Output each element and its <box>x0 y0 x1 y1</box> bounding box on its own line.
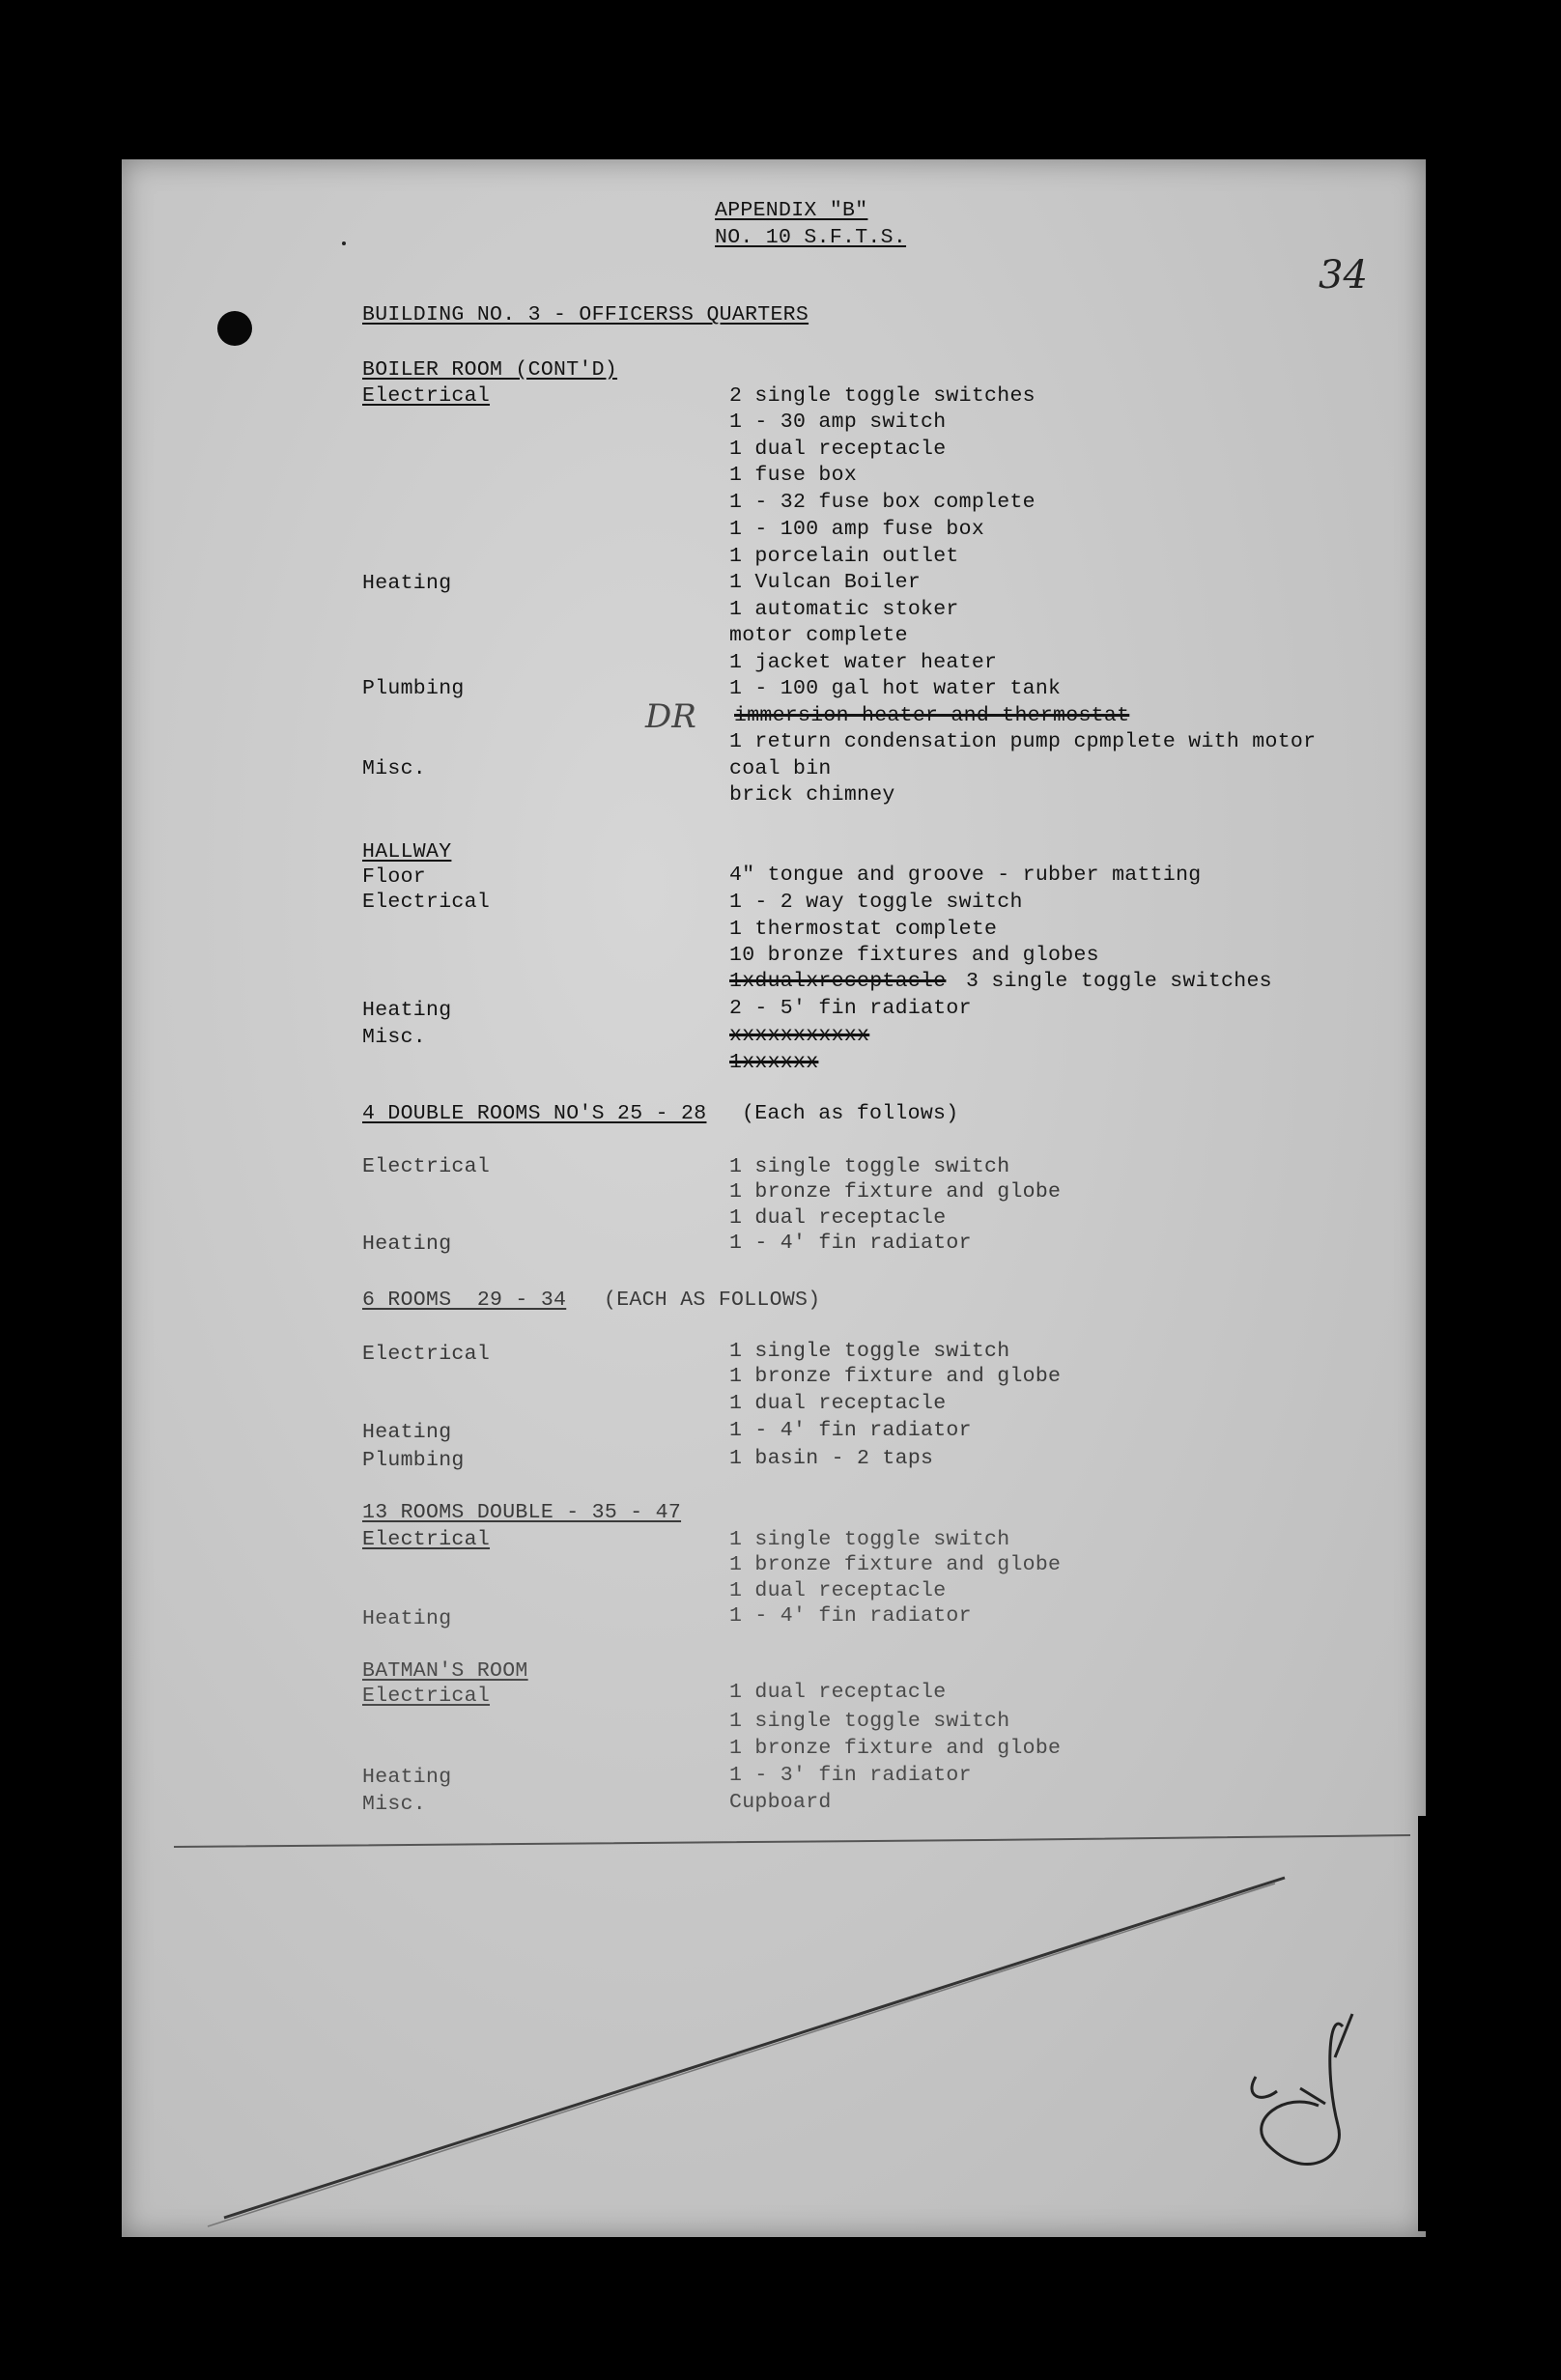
boiler-heating-label: Heating <box>362 572 452 595</box>
boiler-item: 1 dual receptacle <box>729 438 947 461</box>
batman-heating-label: Heating <box>362 1766 452 1789</box>
page-number: 34 <box>1319 253 1368 298</box>
six-item: 1 basin - 2 taps <box>729 1447 934 1470</box>
double-electrical-label: Electrical <box>362 1155 491 1178</box>
double-item: 1 bronze fixture and globe <box>729 1180 1062 1204</box>
hallway-struck-item: xxxxxxxxxxx <box>729 1024 870 1047</box>
boiler-item: 1 - 32 fuse box complete <box>729 491 1036 514</box>
thirteen-item: 1 single toggle switch <box>729 1528 1010 1551</box>
six-item: 1 - 4' fin radiator <box>729 1419 972 1442</box>
batman-item: 1 dual receptacle <box>729 1681 947 1704</box>
hallway-item: 2 - 5' fin radiator <box>729 997 972 1020</box>
batman-electrical-label: Electrical <box>362 1685 491 1708</box>
batman-room-heading: BATMAN'S ROOM <box>362 1659 528 1683</box>
hallway-item: 1 - 2 way toggle switch <box>729 891 1023 914</box>
hallway-electrical-label: Electrical <box>362 891 491 914</box>
boiler-room-heading: BOILER ROOM (CONT'D) <box>362 358 618 382</box>
hallway-struck-item: 1xxxxxx <box>729 1051 819 1074</box>
school-title: NO. 10 S.F.T.S. <box>715 226 907 249</box>
hallway-struck-item: 1xdualxreceptacle <box>729 970 947 993</box>
six-item: 1 dual receptacle <box>729 1392 947 1415</box>
boiler-plumbing-label: Plumbing <box>362 677 465 700</box>
boiler-electrical-label: Electrical <box>362 384 491 408</box>
batman-item: Cupboard <box>729 1791 832 1814</box>
hallway-item: 4" tongue and groove - rubber matting <box>729 864 1202 887</box>
boiler-item: 1 automatic stoker <box>729 598 959 621</box>
boiler-item: coal bin <box>729 757 832 780</box>
appendix-title: APPENDIX "B" <box>715 199 868 222</box>
boiler-item: 1 Vulcan Boiler <box>729 571 922 594</box>
thirteen-electrical-label: Electrical <box>362 1528 491 1551</box>
hallway-item: 3 single toggle switches <box>966 970 1272 993</box>
cancel-slash-line <box>224 1878 1285 2218</box>
hallway-heating-label: Heating <box>362 999 452 1022</box>
boiler-item: 1 fuse box <box>729 464 858 487</box>
double-item: 1 single toggle switch <box>729 1155 1010 1178</box>
batman-item: 1 - 3' fin radiator <box>729 1764 972 1787</box>
boiler-item: 1 jacket water heater <box>729 651 998 674</box>
boiler-item: 1 porcelain outlet <box>729 545 959 568</box>
thirteen-heating-label: Heating <box>362 1607 452 1630</box>
boiler-item: 1 - 100 amp fuse box <box>729 518 985 541</box>
handwritten-initials: DR <box>645 697 696 736</box>
thirteen-item: 1 bronze fixture and globe <box>729 1553 1062 1576</box>
boiler-item: 1 - 30 amp switch <box>729 411 947 434</box>
building-title: BUILDING NO. 3 - OFFICERSS QUARTERS <box>362 303 809 326</box>
batman-item: 1 bronze fixture and globe <box>729 1737 1062 1760</box>
cancel-slash-line-lower <box>208 1884 1275 2226</box>
six-item: 1 bronze fixture and globe <box>729 1365 1062 1388</box>
six-item: 1 single toggle switch <box>729 1340 1010 1363</box>
double-item: 1 - 4' fin radiator <box>729 1232 972 1255</box>
thirteen-rooms-heading: 13 ROOMS DOUBLE - 35 - 47 <box>362 1501 682 1524</box>
batman-misc-label: Misc. <box>362 1793 427 1816</box>
batman-item: 1 single toggle switch <box>729 1710 1010 1733</box>
boiler-item: 2 single toggle switches <box>729 384 1036 408</box>
boiler-item: brick chimney <box>729 783 895 807</box>
hallway-heading: HALLWAY <box>362 840 452 864</box>
double-rooms-suffix: (Each as follows) <box>742 1102 959 1125</box>
six-plumbing-label: Plumbing <box>362 1449 465 1472</box>
thirteen-item: 1 dual receptacle <box>729 1579 947 1602</box>
six-rooms-suffix: (EACH AS FOLLOWS) <box>604 1289 821 1312</box>
hallway-item: 10 bronze fixtures and globes <box>729 944 1099 967</box>
hallway-item: 1 thermostat complete <box>729 918 998 941</box>
six-heating-label: Heating <box>362 1421 452 1444</box>
boiler-item-struck: immersion heater and thermostat <box>734 704 1130 727</box>
double-rooms-heading: 4 DOUBLE ROOMS NO'S 25 - 28 <box>362 1102 707 1125</box>
boiler-misc-label: Misc. <box>362 757 427 780</box>
hallway-misc-label: Misc. <box>362 1026 427 1049</box>
fold-line <box>174 1835 1410 1847</box>
boiler-item: 1 return condensation pump cpmplete with motor <box>729 730 1317 753</box>
boiler-item: 1 - 100 gal hot water tank <box>729 677 1062 700</box>
thirteen-item: 1 - 4' fin radiator <box>729 1604 972 1628</box>
double-item: 1 dual receptacle <box>729 1206 947 1230</box>
six-electrical-label: Electrical <box>362 1343 491 1366</box>
double-heating-label: Heating <box>362 1232 452 1256</box>
hallway-floor-label: Floor <box>362 865 427 889</box>
boiler-item: motor complete <box>729 624 908 647</box>
six-rooms-heading: 6 ROOMS 29 - 34 <box>362 1289 567 1312</box>
